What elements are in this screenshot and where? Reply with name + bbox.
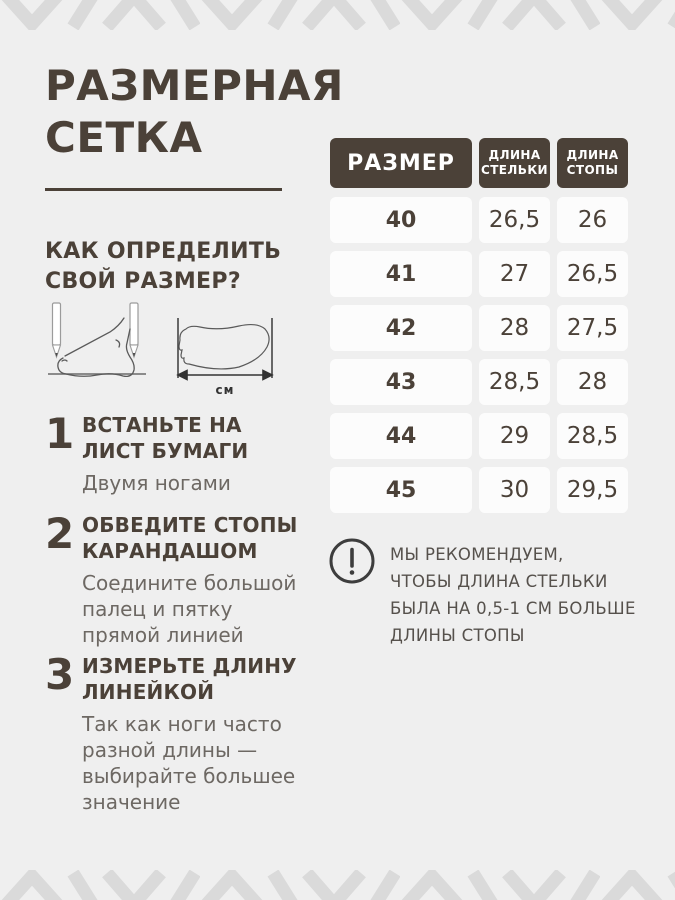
size-cell: 43 (330, 359, 472, 405)
pencil-icon (130, 303, 138, 357)
recommendation-note: МЫ РЕКОМЕНДУЕМ, ЧТОБЫ ДЛИНА СТЕЛЬКИ БЫЛА НА 0,5-1 СМ БОЛЬШЕ ДЛИНЫ СТОПЫ (390, 545, 636, 645)
table-row (330, 467, 628, 513)
how-to-subtitle: КАК ОПРЕДЕЛИТЬ СВОЙ РАЗМЕР? (45, 239, 282, 294)
insole-cell: 28 (479, 305, 550, 351)
size-cell: 45 (330, 467, 472, 513)
insole-cell: 30 (479, 467, 550, 513)
cm-label: см (215, 383, 235, 397)
foot-cell: 28 (557, 359, 628, 405)
size-cell: 40 (330, 197, 472, 243)
page-title: РАЗМЕРНАЯ СЕТКА (45, 61, 344, 162)
foot-profile-outline (58, 318, 134, 376)
insole-cell: 27 (479, 251, 550, 297)
foot-cell: 27,5 (557, 305, 628, 351)
table-row (330, 305, 628, 351)
step-3-heading: ИЗМЕРЬТЕ ДЛИНУ ЛИНЕЙКОЙ (82, 654, 297, 704)
footprint-outline (179, 325, 269, 369)
table-row (330, 413, 628, 459)
pencil-icon (53, 303, 61, 357)
measure-arrow (178, 371, 272, 380)
size-table-body (330, 197, 628, 513)
step-2-text: Соедините большой палец и пятку прямой линией (82, 571, 297, 647)
title-divider (45, 188, 282, 191)
table-row (330, 197, 628, 243)
step-1-heading: ВСТАНЬТЕ НА ЛИСТ БУМАГИ (82, 413, 249, 463)
foot-side-pencils-icon (40, 295, 170, 405)
foot-cell: 26 (557, 197, 628, 243)
step-1 (45, 409, 320, 496)
size-table-header-row (330, 138, 628, 188)
step-2-number: 2 (45, 509, 75, 558)
tread-pattern-top-decoration (0, 0, 675, 30)
size-cell: 44 (330, 413, 472, 459)
insole-cell: 26,5 (479, 197, 550, 243)
step-2-heading: ОБВЕДИТЕ СТОПЫ КАРАНДАШОМ (82, 513, 298, 563)
foot-cell: 28,5 (557, 413, 628, 459)
step-3 (45, 650, 320, 815)
foot-cell: 26,5 (557, 251, 628, 297)
foot-cell: 29,5 (557, 467, 628, 513)
insole-cell: 28,5 (479, 359, 550, 405)
step-1-number: 1 (45, 409, 75, 458)
exclamation-icon (328, 537, 376, 585)
header-insole-length: ДЛИНА СТЕЛЬКИ (479, 138, 550, 188)
table-row (330, 359, 628, 405)
step-3-number: 3 (45, 650, 75, 699)
size-cell: 41 (330, 251, 472, 297)
table-row (330, 251, 628, 297)
step-3-text: Так как ноги часто разной длины — выбирайте большее значение (82, 712, 296, 814)
insole-cell: 29 (479, 413, 550, 459)
header-size: РАЗМЕР (330, 138, 472, 188)
step-1-text: Двумя ногами (82, 471, 231, 495)
size-table (330, 138, 628, 513)
header-foot-length: ДЛИНА СТОПЫ (557, 138, 628, 188)
tread-pattern-bottom-decoration (0, 870, 675, 900)
size-cell: 42 (330, 305, 472, 351)
step-2 (45, 509, 320, 648)
footprint-measure-icon (170, 295, 275, 405)
